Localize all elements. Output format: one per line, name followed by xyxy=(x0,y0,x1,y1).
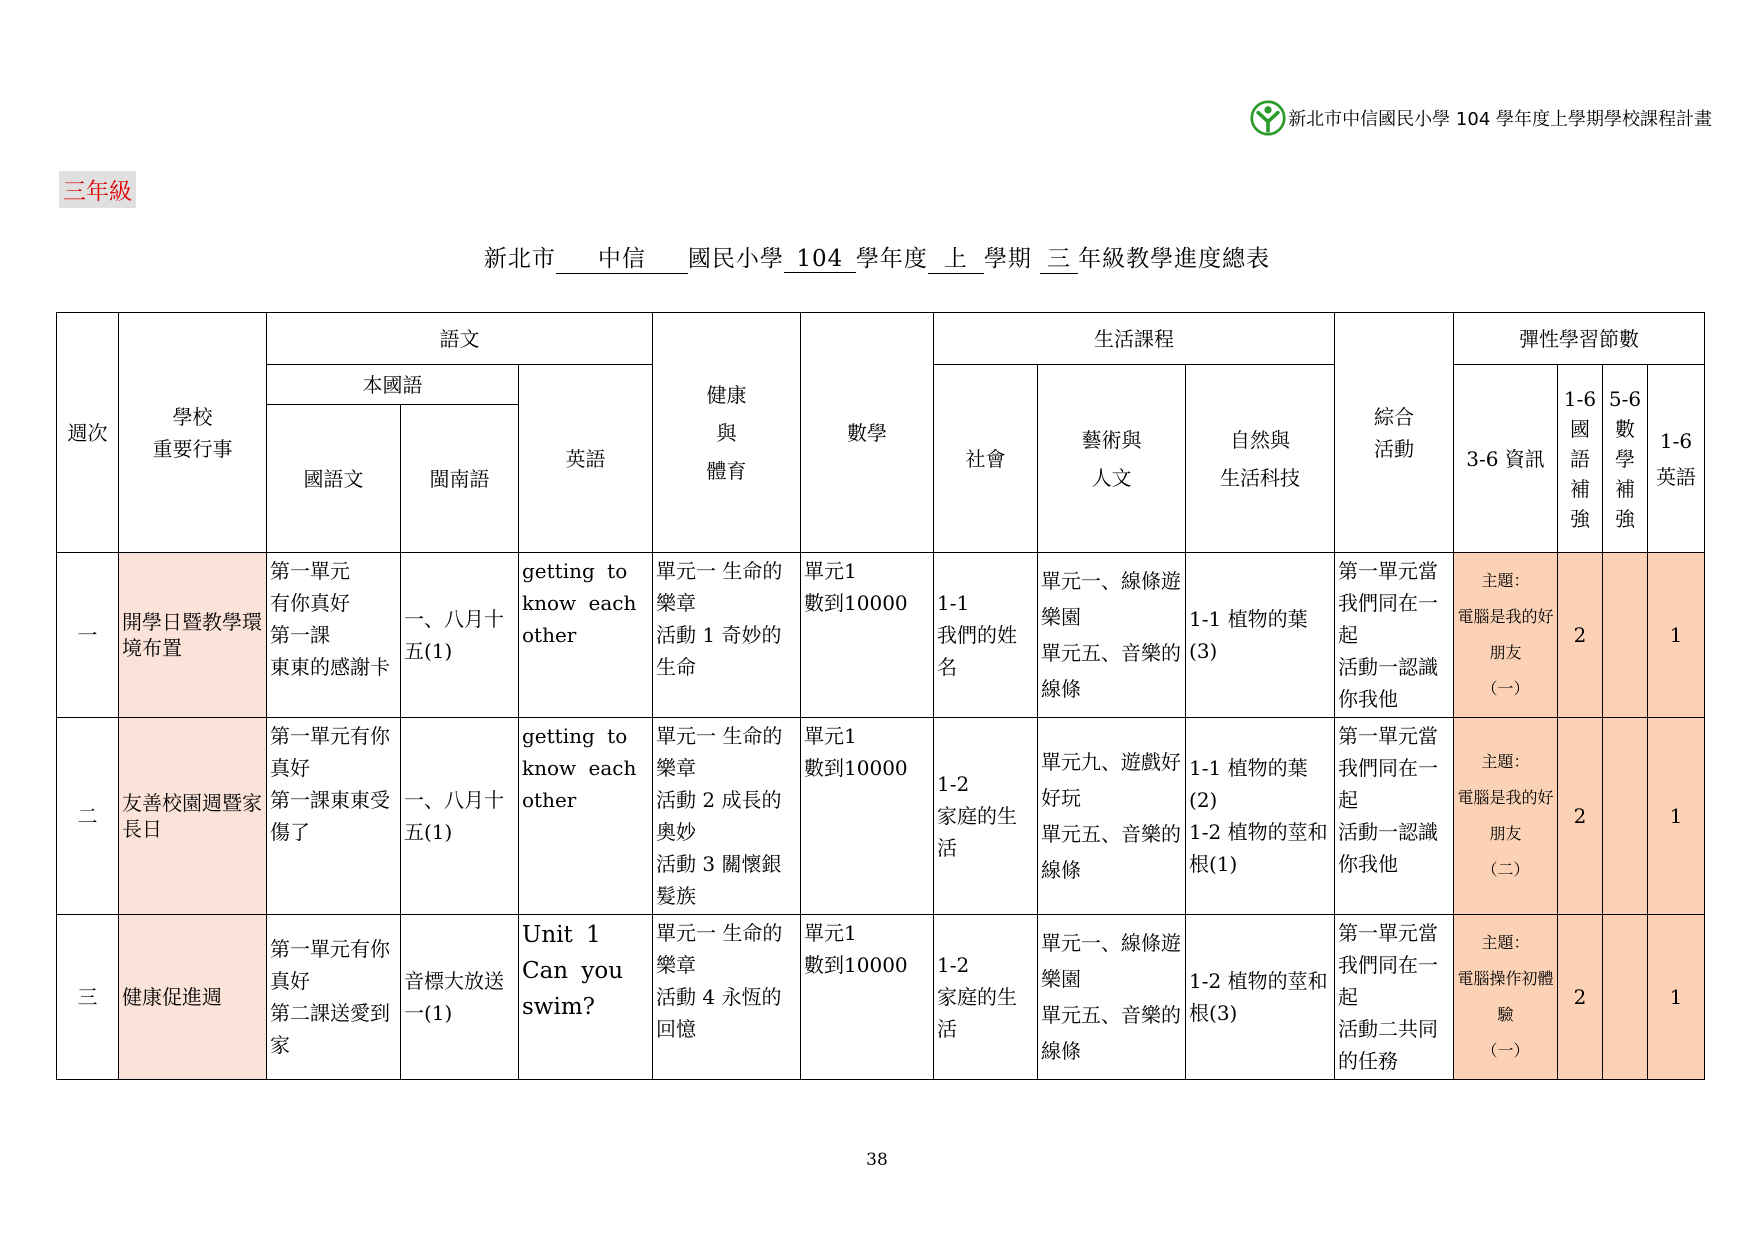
integrated-cell: 第一單元當我們同在一起 活動一認識你我他 xyxy=(1335,718,1454,915)
grade-tag: 三年級 xyxy=(59,171,136,208)
header-events: 學校 重要行事 xyxy=(119,313,267,553)
title-year: 104 xyxy=(784,246,856,273)
header-integrated: 綜合 活動 xyxy=(1335,313,1454,553)
table-row xyxy=(57,718,1705,915)
table-row xyxy=(57,553,1705,718)
mandarin-cell: 第一單元有你真好 第一課東東受傷了 xyxy=(267,718,401,915)
event-cell: 友善校園週暨家長日 xyxy=(119,718,267,915)
header-flex-it: 3-6 資訊 xyxy=(1454,365,1558,553)
flex-math-cell xyxy=(1603,553,1648,718)
header-flex-math: 5-6 數 學 補 強 xyxy=(1603,365,1648,553)
header-language: 語文 xyxy=(267,313,653,365)
flex-chinese-cell: 2 xyxy=(1558,718,1603,915)
title-suffix: 年級教學進度總表 xyxy=(1078,246,1271,272)
title-term: 上 xyxy=(928,240,984,274)
flex-topic-cell: 主題： 電腦操作初體驗 （一） xyxy=(1454,915,1558,1080)
math-cell: 單元1 數到10000 xyxy=(801,553,934,718)
week-cell: 三 xyxy=(57,915,119,1080)
schedule-table xyxy=(56,312,1705,1080)
science-cell: 1-2 植物的莖和根(3) xyxy=(1186,915,1335,1080)
flex-chinese-cell: 2 xyxy=(1558,915,1603,1080)
science-cell: 1-1 植物的葉(3) xyxy=(1186,553,1335,718)
header-math: 數學 xyxy=(801,313,934,553)
table-row xyxy=(57,915,1705,1080)
english-cell: Unit 1 Can you swim? xyxy=(519,915,653,1080)
social-cell: 1-2 家庭的生活 xyxy=(934,915,1038,1080)
health-cell: 單元一 生命的樂章 活動 4 永恆的回憶 xyxy=(653,915,801,1080)
week-cell: 一 xyxy=(57,553,119,718)
integrated-cell: 第一單元當我們同在一起 活動二共同的任務 xyxy=(1335,915,1454,1080)
health-cell: 單元一 生命的樂章 活動 2 成長的奧妙 活動 3 關懷銀髮族 xyxy=(653,718,801,915)
arts-cell: 單元一、線條遊樂園 單元五、音樂的線條 xyxy=(1038,915,1186,1080)
header-flex-chinese: 1-6 國 語 補 強 xyxy=(1558,365,1603,553)
health-cell: 單元一 生命的樂章 活動 1 奇妙的生命 xyxy=(653,553,801,718)
document-header xyxy=(1250,100,1712,136)
header-minnan: 閩南語 xyxy=(401,405,519,553)
flex-topic-cell: 主題： 電腦是我的好朋友 （一） xyxy=(1454,553,1558,718)
header-flex-english: 1-6 英語 xyxy=(1648,365,1705,553)
event-cell: 健康促進週 xyxy=(119,915,267,1080)
social-cell: 1-1 我們的姓名 xyxy=(934,553,1038,718)
header-science: 自然與 生活科技 xyxy=(1186,365,1335,553)
title-school: 中信 xyxy=(556,240,688,274)
arts-cell: 單元九、遊戲好好玩 單元五、音樂的線條 xyxy=(1038,718,1186,915)
week-cell: 二 xyxy=(57,718,119,915)
english-cell: getting to know each other xyxy=(519,718,653,915)
flex-topic-cell: 主題： 電腦是我的好朋友 （二） xyxy=(1454,718,1558,915)
math-cell: 單元1 數到10000 xyxy=(801,915,934,1080)
header-arts: 藝術與 人文 xyxy=(1038,365,1186,553)
minnan-cell: 一、八月十五(1) xyxy=(401,718,519,915)
school-plan-title: 新北市中信國民小學 104 學年度上學期學校課程計畫 xyxy=(1288,109,1712,130)
arts-cell: 單元一、線條遊樂園 單元五、音樂的線條 xyxy=(1038,553,1186,718)
header-english: 英語 xyxy=(519,365,653,553)
header-life-curriculum: 生活課程 xyxy=(934,313,1335,365)
minnan-cell: 音標大放送一(1) xyxy=(401,915,519,1080)
header-week: 週次 xyxy=(57,313,119,553)
english-cell: getting to know each other xyxy=(519,553,653,718)
integrated-cell: 第一單元當我們同在一起 活動一認識你我他 xyxy=(1335,553,1454,718)
flex-english-cell: 1 xyxy=(1648,553,1705,718)
title-grade: 三 xyxy=(1040,240,1078,274)
flex-math-cell xyxy=(1603,718,1648,915)
flex-english-cell: 1 xyxy=(1648,915,1705,1080)
header-health: 健康 與 體育 xyxy=(653,313,801,553)
school-logo-icon xyxy=(1250,100,1286,136)
event-cell: 開學日暨教學環境布置 xyxy=(119,553,267,718)
flex-math-cell xyxy=(1603,915,1648,1080)
mandarin-cell: 第一單元 有你真好 第一課 東東的感謝卡 xyxy=(267,553,401,718)
header-social: 社會 xyxy=(934,365,1038,553)
header-mandarin: 國語文 xyxy=(267,405,401,553)
title-school-type: 國民小學 xyxy=(687,246,784,272)
science-cell: 1-1 植物的葉(2) 1-2 植物的莖和根(1) xyxy=(1186,718,1335,915)
header-native-language: 本國語 xyxy=(267,365,519,405)
social-cell: 1-2 家庭的生活 xyxy=(934,718,1038,915)
mandarin-cell: 第一單元有你真好 第二課送愛到家 xyxy=(267,915,401,1080)
page-title xyxy=(0,240,1754,274)
title-year-label: 學年度 xyxy=(855,246,928,272)
title-prefix: 新北市 xyxy=(483,246,556,272)
header-flexible: 彈性學習節數 xyxy=(1454,313,1705,365)
flex-english-cell: 1 xyxy=(1648,718,1705,915)
math-cell: 單元1 數到10000 xyxy=(801,718,934,915)
page-number: 38 xyxy=(866,1150,888,1170)
flex-chinese-cell: 2 xyxy=(1558,553,1603,718)
minnan-cell: 一、八月十五(1) xyxy=(401,553,519,718)
title-term-label: 學期 xyxy=(983,246,1032,272)
